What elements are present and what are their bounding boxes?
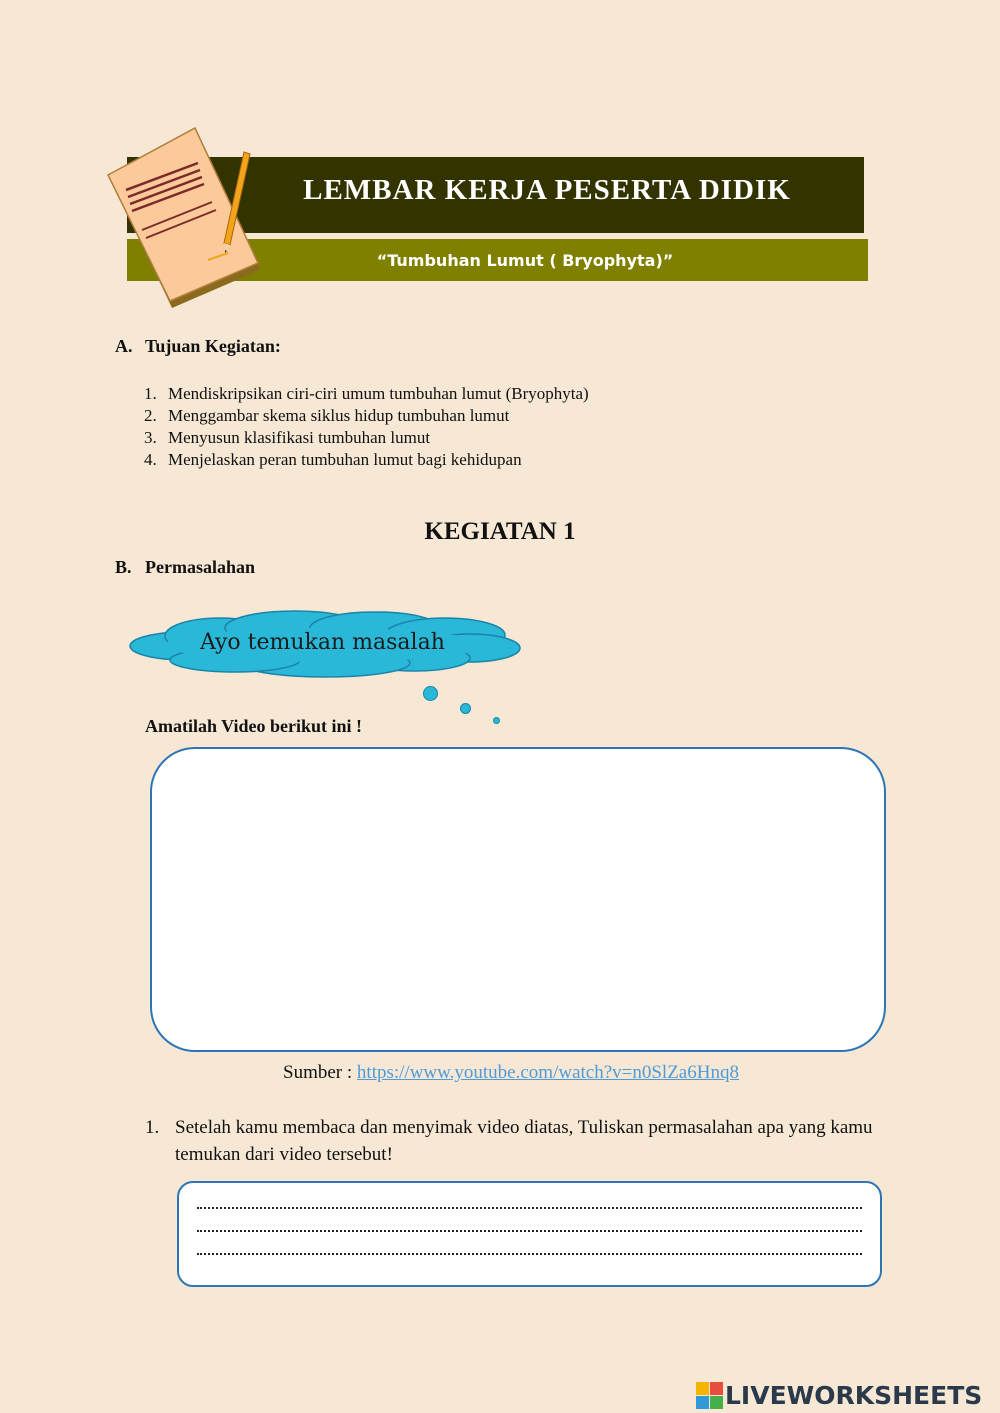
- source-link[interactable]: https://www.youtube.com/watch?v=n0SlZa6Hnq8: [356, 1062, 739, 1083]
- list-item: 2. Menggambar skema siklus hidup tumbuhan lumut: [144, 406, 510, 425]
- video-instruction: Amatilah Video berikut ini !: [145, 716, 363, 736]
- list-item: 3. Menyusun klasifikasi tumbuhan lumut: [144, 428, 431, 447]
- liveworksheets-logo: [696, 1378, 982, 1412]
- section-a-title: Tujuan Kegiatan:: [145, 336, 281, 356]
- list-item: 1. Mendiskripsikan ciri-ciri umum tumbuhan lumut (Bryophyta): [144, 384, 589, 403]
- answer-line: [197, 1230, 862, 1232]
- document-pencil-icon: [100, 120, 270, 310]
- answer-line: [197, 1253, 862, 1255]
- video-frame[interactable]: [150, 747, 886, 1052]
- liveworksheets-brand: LIVEWORKSHEETS: [725, 1380, 983, 1410]
- answer-line: [197, 1207, 862, 1209]
- page-subtitle: “Tumbuhan Lumut ( Bryophyta)”: [376, 250, 674, 270]
- section-a-letter: A.: [115, 336, 133, 356]
- section-b-title: Permasalahan: [145, 557, 255, 577]
- activity-title: KEGIATAN 1: [424, 518, 576, 545]
- section-b-letter: B.: [115, 557, 132, 577]
- list-item: 4. Menjelaskan peran tumbuhan lumut bagi kehidupan: [144, 450, 522, 469]
- section-b-heading: [115, 557, 255, 578]
- question-1: [145, 1114, 885, 1168]
- source-line: [0, 1062, 1000, 1084]
- liveworksheets-logo-icon: [696, 1382, 723, 1409]
- thought-bubble-dot: [460, 703, 471, 714]
- thought-bubble-dot: [423, 686, 438, 701]
- question-text: Setelah kamu membaca dan menyimak video diatas, Tuliskan permasalahan apa yang kamu temukan dari video tersebut!: [175, 1117, 873, 1165]
- answer-box[interactable]: [177, 1181, 882, 1287]
- section-a-heading: [115, 336, 281, 357]
- cloud-text: Ayo temukan masalah: [200, 630, 445, 655]
- page-title: LEMBAR KERJA PESERTA DIDIK: [303, 173, 791, 206]
- thought-bubble-dot: [493, 717, 500, 724]
- question-number: 1.: [145, 1117, 160, 1138]
- source-label: Sumber :: [283, 1062, 357, 1083]
- goals-list: [144, 383, 589, 471]
